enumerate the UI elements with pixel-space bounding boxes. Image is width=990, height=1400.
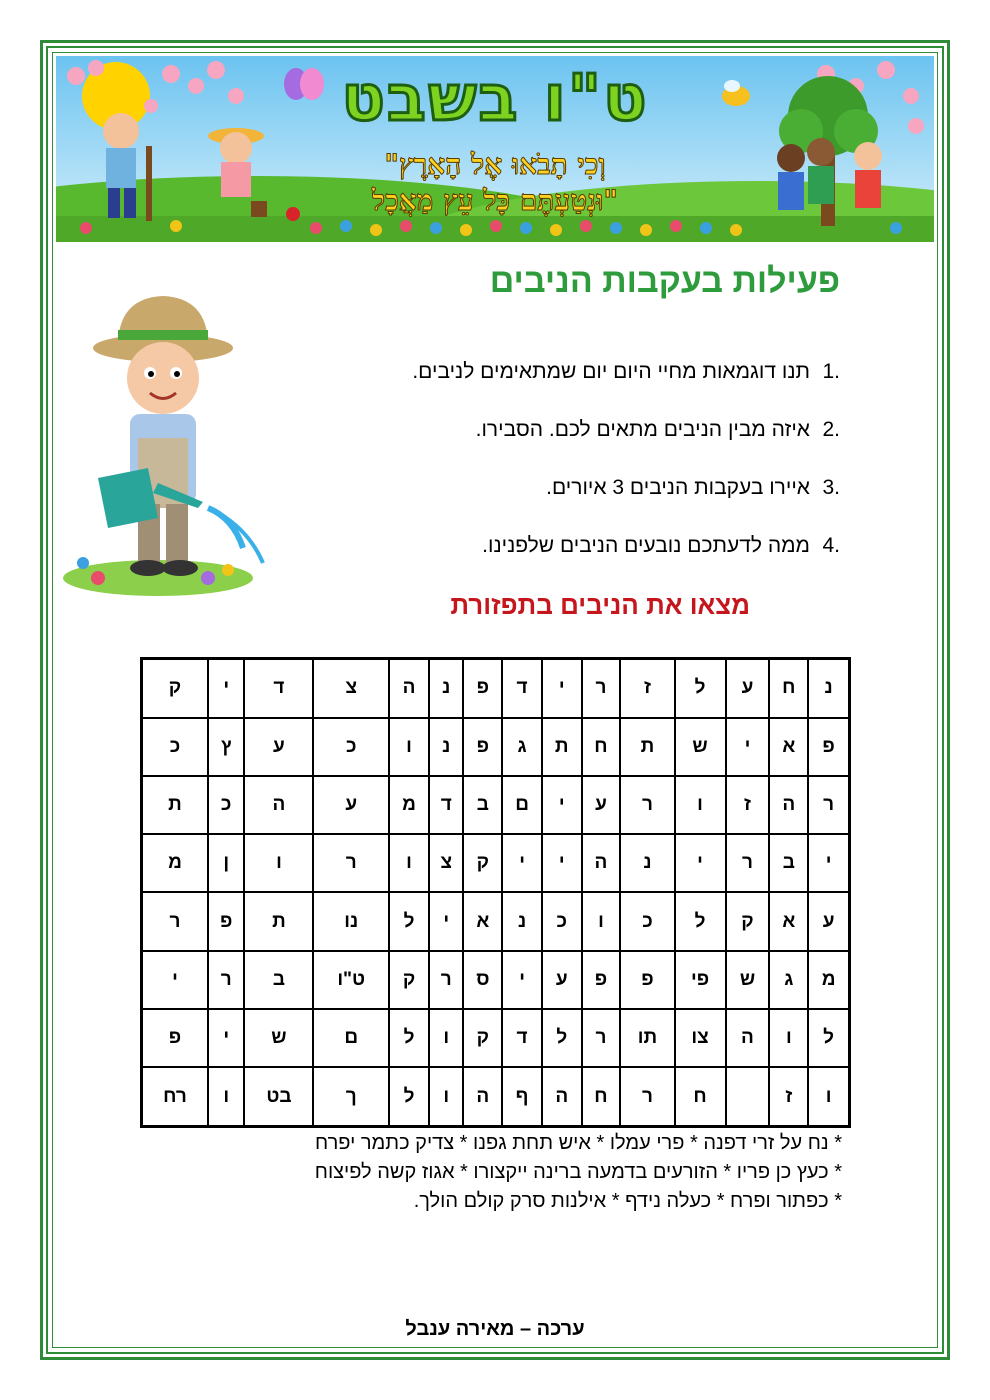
grid-row: [142, 776, 850, 834]
grid-cell: נו: [313, 892, 389, 950]
grid-cell: ה: [582, 834, 621, 892]
grid-cell: פ: [808, 718, 849, 776]
grid-cell: ו: [675, 776, 726, 834]
grid-cell: י: [208, 1009, 244, 1067]
grid-cell: ר: [582, 659, 621, 718]
grid-cell: כ: [620, 892, 674, 950]
grid-cell: ע: [313, 776, 389, 834]
banner-verse-line1: "וְכִי תָבֹאוּ אֶל הָאָרֶץ: [384, 148, 606, 181]
grid-cell: כ: [542, 892, 582, 950]
grid-cell: ג: [502, 718, 542, 776]
grid-cell: ר: [313, 834, 389, 892]
grid-cell: ם: [313, 1009, 389, 1067]
grid-cell: ר: [620, 1067, 674, 1126]
grid-cell: פ: [620, 951, 674, 1009]
grid-cell: ר: [726, 834, 770, 892]
grid-cell: ז: [726, 776, 770, 834]
grid-cell: ב: [769, 834, 808, 892]
grid-cell: נ: [808, 659, 849, 718]
grid-cell: ט"ו: [313, 951, 389, 1009]
grid-cell: כ: [208, 776, 244, 834]
grid-cell: ר: [620, 776, 674, 834]
grid-cell: נ: [620, 834, 674, 892]
grid-cell: נ: [429, 659, 463, 718]
grid-row: [142, 1009, 850, 1067]
grid-cell: ת: [620, 718, 674, 776]
grid-cell: י: [142, 951, 208, 1009]
grid-cell: ד: [244, 659, 313, 718]
grid-cell: ו: [389, 834, 429, 892]
grid-cell: ו: [769, 1009, 808, 1067]
grid-cell: ה: [726, 1009, 770, 1067]
banner-title: ט"ו בשבט: [341, 62, 649, 136]
author-credit: ערכה – מאירה ענבל: [405, 1318, 585, 1340]
word-list-line: * נח על זרי דפנה * פרי עמלו * איש תחת גפנו * צדיק כתמר יפרח: [315, 1132, 842, 1154]
grid-cell: ל: [675, 659, 726, 718]
grid-cell: ש: [675, 718, 726, 776]
grid-row: [142, 659, 850, 718]
grid-cell: ו: [244, 834, 313, 892]
word-list-line: * כעץ כן פריו * הזורעים בדמעה ברינה ייקצורו * אגוז קשה לפיצוח: [314, 1161, 842, 1183]
grid-cell: ו: [808, 1067, 849, 1126]
grid-cell: ז: [620, 659, 674, 718]
grid-cell: ו: [389, 718, 429, 776]
grid-row: [142, 718, 850, 776]
grid-cell: ל: [389, 892, 429, 950]
question-item: איזה מבין הניבים מתאים לכם. הסבירו.: [475, 418, 810, 441]
grid-cell: ה: [389, 659, 429, 718]
question-number: 1.: [822, 360, 840, 383]
grid-cell: מ: [808, 951, 849, 1009]
grid-cell: ש: [244, 1009, 313, 1067]
grid-cell: ע: [726, 659, 770, 718]
grid-cell: פי: [675, 951, 726, 1009]
grid-cell: ח: [582, 718, 621, 776]
grid-cell: פ: [208, 892, 244, 950]
grid-cell: ז: [769, 1067, 808, 1126]
grid-cell: בט: [244, 1067, 313, 1126]
grid-cell: פ: [142, 1009, 208, 1067]
grid-cell: א: [463, 892, 502, 950]
grid-cell: א: [769, 892, 808, 950]
grid-cell: ך: [313, 1067, 389, 1126]
boy-watering-icon: [58, 278, 278, 608]
grid-cell: ק: [142, 659, 208, 718]
grid-cell: ת: [142, 776, 208, 834]
grid-cell: מ: [389, 776, 429, 834]
grid-cell: ק: [389, 951, 429, 1009]
grid-cell: ע: [542, 951, 582, 1009]
grid-cell: מ: [142, 834, 208, 892]
grid-cell: י: [502, 834, 542, 892]
grid-cell: ב: [463, 776, 502, 834]
grid-cell: ח: [675, 1067, 726, 1126]
grid-cell: פ: [463, 718, 502, 776]
word-search-grid: [140, 657, 851, 1128]
grid-cell: ה: [244, 776, 313, 834]
grid-cell: ע: [582, 776, 621, 834]
grid-cell: ש: [726, 951, 770, 1009]
grid-cell: ח: [769, 659, 808, 718]
grid-cell: י: [808, 834, 849, 892]
grid-cell: ר: [429, 951, 463, 1009]
grid-cell: ף: [502, 1067, 542, 1126]
grid-row: [142, 951, 850, 1009]
grid-cell: ח: [582, 1067, 621, 1126]
grid-cell: י: [502, 951, 542, 1009]
grid-cell: ת: [542, 718, 582, 776]
grid-cell: ס: [463, 951, 502, 1009]
grid-cell: ו: [208, 1067, 244, 1126]
grid-cell: ר: [142, 892, 208, 950]
question-item: איירו בעקבות הניבים 3 איורים.: [546, 476, 810, 499]
grid-cell: ו: [582, 892, 621, 950]
grid-cell: י: [726, 718, 770, 776]
grid-cell: ה: [463, 1067, 502, 1126]
grid-cell: תו: [620, 1009, 674, 1067]
grid-cell: ק: [463, 1009, 502, 1067]
word-search-heading: מצאו את הניבים בתפזורת: [450, 590, 750, 620]
grid-cell: פ: [582, 951, 621, 1009]
grid-cell: ר: [808, 776, 849, 834]
banner-verse-line2: וּנְטַעְתֶּם כָּל עֵץ מַאֲכָל": [372, 184, 618, 217]
grid-cell: פ: [463, 659, 502, 718]
grid-cell: כ: [313, 718, 389, 776]
grid-cell: ל: [808, 1009, 849, 1067]
question-number: 4.: [822, 534, 840, 557]
grid-cell: י: [675, 834, 726, 892]
grid-cell: ד: [502, 659, 542, 718]
grid-cell: י: [429, 892, 463, 950]
grid-cell: א: [769, 718, 808, 776]
header-banner: [56, 56, 934, 242]
question-item: ממה לדעתכם נובעים הניבים שלפנינו.: [482, 534, 810, 557]
grid-cell: ר: [582, 1009, 621, 1067]
grid-cell: נ: [502, 892, 542, 950]
question-number: 2.: [822, 418, 840, 441]
grid-cell: ע: [244, 718, 313, 776]
question-item: תנו דוגמאות מחיי היום יום שמתאימים לניבים.: [412, 360, 810, 383]
grid-cell: ו: [429, 1067, 463, 1126]
grid-cell: ל: [389, 1067, 429, 1126]
grid-cell: ת: [244, 892, 313, 950]
grid-row: [142, 892, 850, 950]
grid-cell: ג: [769, 951, 808, 1009]
grid-cell: ל: [542, 1009, 582, 1067]
grid-cell: ר: [208, 951, 244, 1009]
grid-cell: רח: [142, 1067, 208, 1126]
grid-cell: ק: [726, 892, 770, 950]
grid-cell: ל: [675, 892, 726, 950]
grid-cell: י: [542, 834, 582, 892]
grid-cell: כ: [142, 718, 208, 776]
grid-cell: ו: [429, 1009, 463, 1067]
grid-cell: נ: [429, 718, 463, 776]
grid-cell: ה: [542, 1067, 582, 1126]
grid-cell: י: [208, 659, 244, 718]
grid-row: [142, 834, 850, 892]
grid-cell: ב: [244, 951, 313, 1009]
grid-cell: ד: [502, 1009, 542, 1067]
grid-cell: ל: [389, 1009, 429, 1067]
grid-cell: ע: [808, 892, 849, 950]
grid-cell: [726, 1067, 770, 1126]
grid-cell: ד: [429, 776, 463, 834]
grid-cell: ק: [463, 834, 502, 892]
grid-row: [142, 1067, 850, 1126]
grid-cell: ם: [502, 776, 542, 834]
grid-cell: י: [542, 659, 582, 718]
grid-cell: צ: [429, 834, 463, 892]
grid-cell: ץ: [208, 718, 244, 776]
question-number: 3.: [822, 476, 840, 499]
grid-cell: ן: [208, 834, 244, 892]
page-heading: פעילות בעקבות הניבים: [489, 262, 840, 300]
grid-cell: צ: [313, 659, 389, 718]
word-list-line: * כפתור ופרח * כעלה נידף * אילנות סרק קולם הולך.: [413, 1190, 842, 1212]
grid-cell: י: [542, 776, 582, 834]
grid-cell: צו: [675, 1009, 726, 1067]
grid-cell: ה: [769, 776, 808, 834]
